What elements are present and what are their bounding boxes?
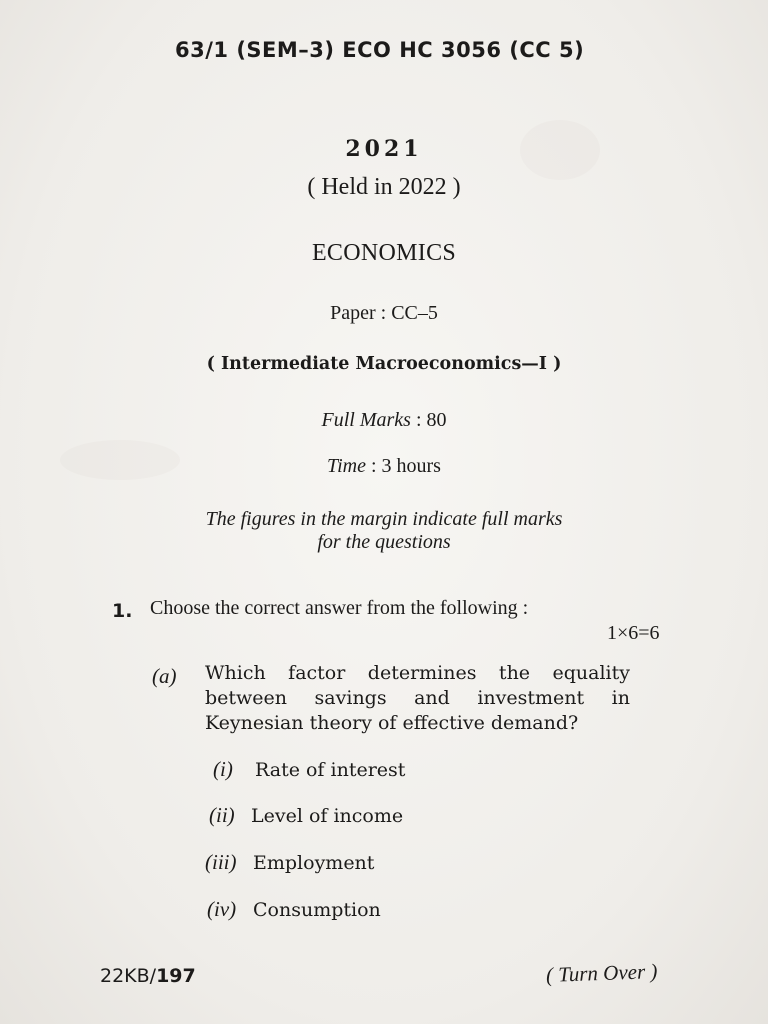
instruction-line-2: for the questions — [317, 531, 451, 553]
footer-code-prefix: 22KB/ — [100, 965, 157, 987]
exam-year: 2021 — [345, 136, 423, 162]
exam-time — [0, 455, 768, 478]
time-value: : 3 hours — [370, 455, 441, 477]
held-in-year: ( Held in 2022 ) — [307, 174, 461, 200]
time-label: Time — [327, 455, 366, 477]
full-marks-label: Full Marks — [321, 409, 411, 431]
paper-number: Paper : CC–5 — [330, 302, 438, 324]
full-marks-value: : 80 — [415, 409, 447, 431]
course-title: ( Intermediate Macroeconomics—I ) — [206, 354, 562, 374]
subquestion-label: (a) — [152, 664, 177, 688]
subquestion-text: Which factor determines the equality between savings and investment in Keynesian theory of effective demand? — [205, 662, 630, 734]
question-marks: 1×6=6 — [607, 622, 660, 644]
option-text: Rate of interest — [255, 759, 406, 781]
option-label: (iii) — [205, 850, 237, 874]
option-label: (iv) — [207, 897, 237, 921]
question-text: Choose the correct answer from the following : — [150, 597, 529, 619]
option-item — [205, 850, 374, 875]
footer-code — [100, 965, 196, 987]
instruction-line-1: The figures in the margin indicate full marks — [205, 508, 563, 530]
option-item — [207, 897, 381, 922]
full-marks — [0, 409, 768, 432]
turn-over-label: ( Turn Over ) — [545, 959, 658, 987]
option-item — [213, 757, 405, 782]
option-label: (ii) — [209, 803, 235, 827]
footer-code-number: 197 — [156, 965, 196, 987]
subject-title: ECONOMICS — [311, 240, 457, 266]
option-item — [209, 803, 403, 828]
paper-code: 63/1 (SEM–3) ECO HC 3056 (CC 5) — [175, 38, 585, 62]
option-text: Consumption — [253, 899, 381, 921]
option-text: Level of income — [251, 805, 404, 827]
question-number: 1. — [112, 600, 133, 622]
option-text: Employment — [253, 852, 375, 874]
option-label: (i) — [213, 757, 233, 781]
